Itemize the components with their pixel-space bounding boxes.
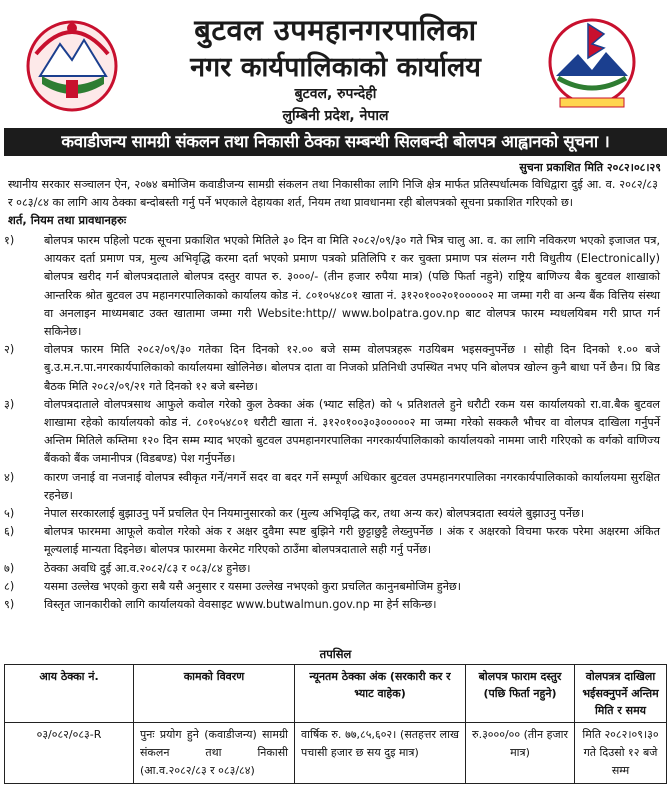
term-item bbox=[4, 469, 660, 505]
term-number: ४) bbox=[4, 470, 15, 484]
term-text: वोलपत्रदाताले वोलपत्रसाथ आफुले कवोल गरेको कुल ठेक्का अंक (भ्याट सहित) को ५ प्रतिशतले हुने धरौटी रकम यस कार्यालयको रा.वा.बैक बुटवल शाखामा रहेको कार्यालयको कोड नं. ८०१०५४८०१ धरौटी खाता नं. ३१२०१००३०३०००००२ मा जम्मा गरेको सक्कलै भौचर वा वोलपत्र दाखिला गर्नुपर्ने अन्तिम मितिले कम्तिमा १२० दिन सम्म म्याद भएको बुटवल उपमहानगरपालिका नगरकार्यपालिकाको कार्यालयको नाममा जारी गरिएको क वर्गको वाणिज्य बैंकको बैंक जमानीपत्र (विडबण्ड) पेश गर्नुपर्नेछ। bbox=[44, 397, 660, 466]
table-header-row bbox=[5, 665, 667, 723]
minimum-amount-cell: वार्षिक रु. ७७,८५,६०२। (सतहत्तर लाख पचासी हजार छ सय दुइ मात्र) bbox=[295, 723, 466, 784]
term-item bbox=[4, 596, 660, 614]
column-header: कामको विवरण bbox=[134, 665, 295, 723]
schedule-title: तपसिल bbox=[319, 647, 352, 661]
term-number: ९) bbox=[4, 598, 15, 612]
office-address: बुटवल, रुपन्देही bbox=[294, 86, 377, 102]
term-text: यसमा उल्लेख भएको कुरा सबै यसै अनुसार र यसमा उल्लेख नभएको कुरा प्रचलित कानुनबमोजिम हुनेछ। bbox=[44, 579, 462, 593]
intro-paragraph: स्थानीय सरकार सञ्चालन ऐन, २०७४ बमोजिम कवाडीजन्य सामग्री संकलन तथा निकासीका लागि निजि क्षेत्र मार्फत प्रतिस्पर्धात्मक विधिद्वारा दुई आ. व. २०८२/८३ र ०८३/८४ का लागि आय ठेक्का बन्दोबस्ती गर्नु पर्ने भएकाले देहायका शर्त, नियम तथा प्रावधानमा रही बोलपत्रको सूचना प्रकाशित गरिएको छ। bbox=[8, 178, 658, 209]
schedule-table bbox=[4, 664, 667, 784]
term-text: नेपाल सरकारलाई बुझाउनु पर्ने प्रचलित ऐन नियमानुसारको कर (मुल्य अभिवृद्धि कर, तथा अन्य कर) बोलपत्रदाता स्वयंले बुझाउनु पर्नेछ। bbox=[44, 507, 585, 521]
term-text: विस्तृत जानकारीको लागि कार्यालयको वेवसाइट www.butwalmun.gov.np मा हेर्न सकिन्छ। bbox=[44, 598, 437, 612]
term-item bbox=[4, 341, 660, 396]
term-number: ८) bbox=[4, 579, 15, 593]
term-item bbox=[4, 560, 660, 578]
term-number: २) bbox=[4, 343, 15, 357]
term-number: ७) bbox=[4, 561, 15, 575]
term-number: ६) bbox=[4, 525, 15, 539]
term-number: ३) bbox=[4, 397, 15, 411]
terms-heading: शर्त, नियम तथा प्रावधानहरुः bbox=[8, 213, 127, 227]
column-header: बोलपत्र फाराम दस्तुर (पछि फिर्ता नहुने) bbox=[466, 665, 575, 723]
office-name: बुटवल उपमहानगरपालिका bbox=[194, 13, 477, 47]
terms-list bbox=[4, 232, 660, 614]
term-text: ठेक्का अवधि दुई आ.व.२०८२/८३ र ०८३/८४ हुनेछ। bbox=[44, 561, 251, 575]
term-item bbox=[4, 396, 660, 469]
publication-date: सुचना प्रकाशित मिति २०८२।०८।२९ bbox=[519, 161, 661, 174]
letterhead bbox=[0, 0, 671, 128]
term-text: बोलपत्र फारममा आफूले कवोल गरेको अंक र अक्षर दुवैमा स्पष्ट बुझिने गरी छुट्टाछुट्टै लेख्नुपर्नेछ । अंक र अक्षरको विचमा फरक परेमा अक्षरमा अंकित मूल्यलाई मान्यता दिइनेछ। बोलपत्र फारममा केरमेट गरिएको ठाउँमा बोलपत्रदाताले सही गर्नु पर्नेछ। bbox=[44, 525, 660, 557]
term-item bbox=[4, 523, 660, 559]
term-item bbox=[4, 232, 660, 341]
form-fee-cell: रु.३०००/०० (तीन हजार मात्र) bbox=[466, 723, 575, 784]
office-subtitle: नगर कार्यपालिकाको कार्यालय bbox=[190, 52, 481, 83]
deadline-cell: मिति २०८२।०९।३० गते दिउसो १२ बजे सम्म bbox=[575, 723, 667, 784]
term-number: १) bbox=[4, 234, 15, 247]
office-province: लुम्बिनी प्रदेश, नेपाल bbox=[282, 108, 389, 124]
column-header: न्यूनतम ठेक्का अंक (सरकारी कर र भ्याट वाहेक) bbox=[295, 665, 466, 723]
column-header: आय ठेक्का नं. bbox=[5, 665, 134, 723]
term-text: वोलपत्र फारम मिति २०८२/०९/३० गतेका दिन दिनको १२.०० बजे सम्म वोलपत्रहरू गउयिबम भइसक्नुपर्नेछ । सोही दिन दिनको १.०० बजे बु.उ.म.न.पा.नगरकार्यपालिकाको कार्यालयमा खोलिनेछ। बोलपत्र दाता वा निजको प्रतिनिधी उपस्थित नभए पनि बोलपत्र खोल्न कुनै बाधा पर्ने छैन। प्रि बिड बैठक मिति २०८२/०९/२१ गते दिनको १२ बजे बस्नेछ। bbox=[44, 343, 660, 393]
column-header: वोलपत्रत्र दाखिला भईसक्नुपर्ने अन्तिम मिति र समय bbox=[575, 665, 667, 723]
term-item bbox=[4, 505, 660, 523]
notice-title-banner: कवाडीजन्य सामग्री संकलन तथा निकासी ठेक्का सम्बन्धी सिलबन्दी बोलपत्र आह्वानको सूचना । bbox=[4, 128, 667, 156]
contract-number-cell: ०३/०८२/०८३-R bbox=[5, 723, 134, 784]
term-text: बोलपत्र फारम पहिलो पटक सूचना प्रकाशित भएको मितिले ३० दिन वा मिति २०८२/०९/३० गते भित्र चालु आ. व. का लागि नविकरण भएको इजाजत पत्र, आयकर दर्ता प्रमाण पत्र, मुल्य अभिवृद्धि करमा दर्ता भएको प्रमाण पत्रको प्रतिलिपि र कर चुक्ता प्रमाण पत्र संलग्न गरी विधुतीय (Electronically) बोलपत्र खरीद गर्न बोलपत्रदाताले बोलपत्र दस्तुर वापत रु. ३०००/- (तीन हजार रुपैया मात्र) (पछि फिर्ता नहुने) राष्ट्रिय बाणिज्य बैक बुटवल शाखाको आन्तरिक श्रोत बुटवल उप महानगरपालिकाको कार्यालय कोड नं. ८०१०५४८०१ खाता नं. ३१२०१००२०१०००००२ मा जम्मा गरी वा अन्य बैंक वित्तिय संस्था वा अनलाइन माध्यमबाट उक्त खातामा जम्मा गरी Website:http// www.bolpatra.gov.np बाट वोलपत्र फारम म्यधलयिबम गरी प्राप्त गर्न सकिनेछ। bbox=[44, 234, 660, 339]
municipality-logo-icon bbox=[542, 14, 642, 114]
term-number: ५) bbox=[4, 507, 15, 521]
term-text: कारण जनाई वा नजनाई वोलपत्र स्वीकृत गर्ने/नगर्ने सदर वा बदर गर्ने सम्पूर्ण अधिकार बुटवल उपमहानगरपालिका नगरकार्यपालिकाको कार्यालयमा सुरक्षित रहनेछ। bbox=[44, 470, 660, 502]
work-description-cell: पुनः प्रयोग हुने (कवाडीजन्य) सामग्री संकलन तथा निकासी (आ.व.२०८२/८३ र ०८३/८४) bbox=[134, 723, 295, 784]
table-row bbox=[5, 723, 667, 784]
term-item bbox=[4, 578, 660, 596]
